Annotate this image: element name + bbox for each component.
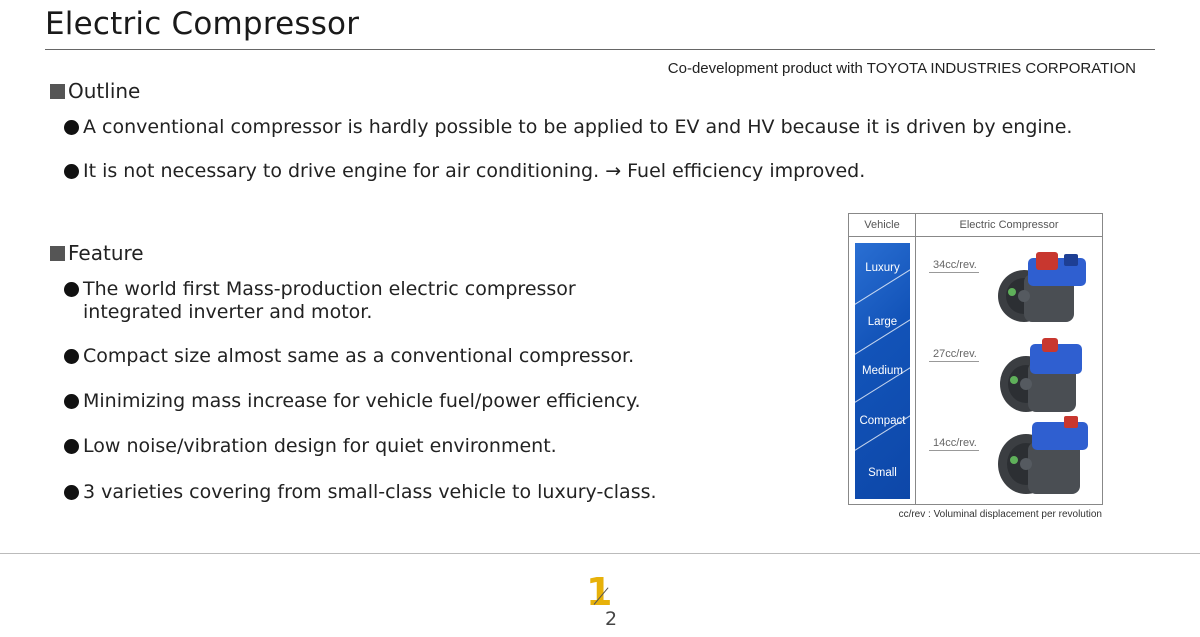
feature-bullet-text: The world first Mass-production electric compressor integrated inverter and motor. [83, 278, 576, 323]
outline-bullet [64, 160, 865, 183]
title-divider [45, 49, 1155, 50]
compressor-14cc-image [992, 412, 1096, 500]
feature-bullet-text: Minimizing mass increase for vehicle fuel/power efficiency. [83, 390, 641, 412]
compressor-lineup-figure [848, 213, 1103, 505]
page-indicator [583, 570, 633, 632]
column-header-vehicle: Vehicle [849, 214, 916, 236]
footer-divider [0, 553, 1200, 554]
outline-heading [50, 79, 140, 103]
feature-bullet [64, 345, 634, 368]
feature-bullet-text: 3 varieties covering from small-class vehicle to luxury-class. [83, 481, 657, 503]
feature-bullet [64, 481, 657, 504]
bullet-dot-icon [64, 282, 79, 297]
outline-heading-label: Outline [68, 79, 141, 103]
column-header-electric-compressor: Electric Compressor [959, 219, 1059, 231]
feature-bullet-text: Compact size almost same as a conventional compressor. [83, 345, 635, 367]
feature-bullet [64, 390, 641, 413]
vehicle-class-medium: Medium [862, 365, 903, 377]
bullet-dot-icon [64, 349, 79, 364]
vehicle-class-large: Large [867, 316, 898, 328]
bullet-dot-icon [64, 485, 79, 500]
displacement-label-14cc: 14cc/rev. [929, 437, 979, 451]
column-divider [915, 236, 916, 504]
bullet-dot-icon [64, 120, 79, 135]
total-page-number: 2 [605, 608, 618, 630]
feature-heading-label: Feature [68, 241, 144, 265]
displacement-label-34cc: 34cc/rev. [929, 259, 979, 273]
vehicle-class-compact: Compact [859, 415, 906, 427]
compressor-34cc-image [994, 244, 1094, 328]
co-development-credit: Co-development product with TOYOTA INDUSTRIES CORPORATION [667, 60, 1136, 77]
bullet-dot-icon [64, 439, 79, 454]
current-page-number: 1 [586, 570, 613, 614]
vehicle-class-small: Small [868, 467, 897, 479]
figure-header [849, 214, 1102, 237]
figure-caption: cc/rev : Voluminal displacement per revolution [898, 509, 1102, 520]
page-title: Electric Compressor [45, 6, 360, 42]
outline-bullet-text: It is not necessary to drive engine for air conditioning. → Fuel efficiency improved. [83, 160, 866, 182]
outline-bullet [64, 116, 1072, 139]
vehicle-class-luxury: Luxury [865, 262, 900, 274]
feature-bullet-text: Low noise/vibration design for quiet environment. [83, 435, 557, 457]
displacement-label-27cc: 27cc/rev. [929, 348, 979, 362]
bullet-dot-icon [64, 394, 79, 409]
bullet-dot-icon [64, 164, 79, 179]
outline-bullet-text: A conventional compressor is hardly possible to be applied to EV and HV because it is driven by engine. [83, 116, 1073, 138]
square-bullet-icon [50, 84, 65, 99]
square-bullet-icon [50, 246, 65, 261]
feature-heading [50, 241, 144, 265]
compressor-27cc-image [994, 332, 1094, 418]
feature-bullet [64, 278, 576, 324]
vehicle-class-bar [855, 243, 910, 499]
feature-bullet [64, 435, 557, 458]
